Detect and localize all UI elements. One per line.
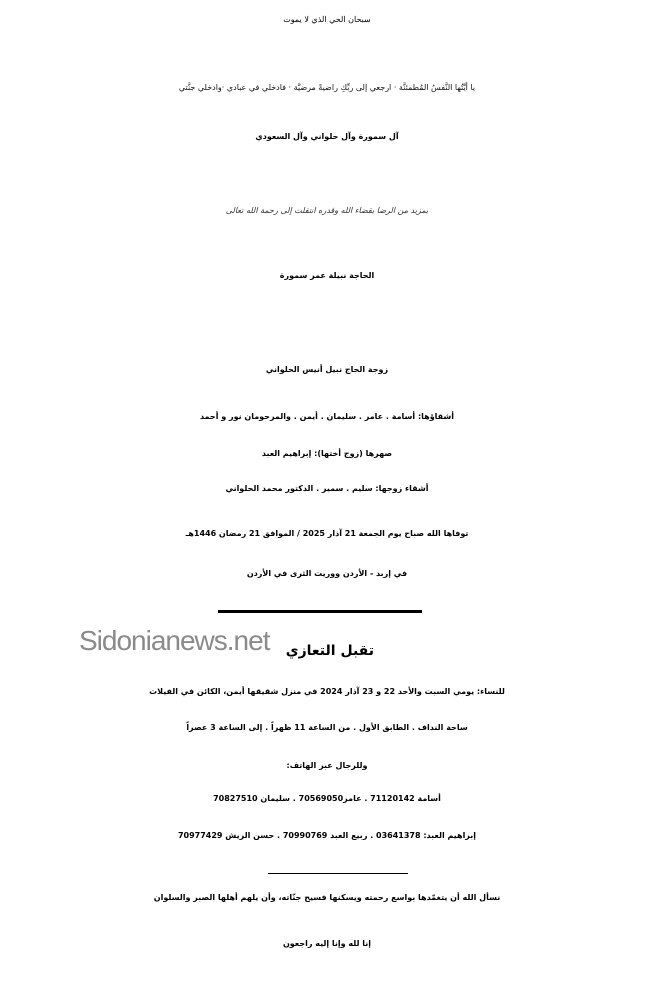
deceased-name: الحاجة نبيلة عمر سمورة [279,271,375,280]
site-watermark: Sidonianews.net [79,625,270,656]
section-divider [218,610,422,613]
husband-siblings-line: أشقاء زوجها: سليم . سمير . الدكتور محمد الحلواني [225,484,429,493]
men-condolences-label: وللرجال عبر الهاتف: [286,761,368,770]
closing-divider [268,873,408,874]
quran-verse: يا أيَّتُها النَّفسُ المُطمئنَّة · ارجعي إلى ربِّكِ راضيةً مرضيَّة · فادخلي في عبادي ·وادخلي جنَّتي [178,83,476,92]
prayer-line: نسأل الله أن يتغمّدها بواسع رحمته ويسكنها فسيح جنّاته، وأن يلهم أهلها الصبر والسلوان [153,893,501,902]
husband-line: زوجة الحاج نبيل أنيس الحلواني [265,365,389,374]
family-names: آل سمورة وآل حلواني وآل السعودي [255,132,399,141]
opening-heading: سبحان الحي الذي لا يموت [283,15,371,24]
condolences-title: تقبل التعازي [285,643,374,659]
siblings-line: أشقاؤها: أسامة . عامر . سليمان . أيمن . والمرحومان نور و أحمد [199,412,455,421]
in-law-line: صهرها (زوج أختها): إبراهيم العبد [261,449,393,458]
intro-text: بمزيد من الرضا بقضاء الله وقدره انتقلت إلى رحمة الله تعالى [225,206,429,215]
burial-place-line: في إربد - الأردن ووريت الثرى في الأردن [246,569,408,578]
phone-numbers-line-2: إبراهيم العبد: 03641378 . ربيع العبد 70990769 . حسن الريش 70977429 [177,831,477,840]
death-date-line: توفاها الله صباح يوم الجمعة 21 آذار 2025 / الموافق 21 رمضان 1446هـ [185,529,469,538]
closing-line: إنا لله وإنا إليه راجعون [282,939,372,948]
women-condolences-line-1: للنساء: يومي السبت والأحد 22 و 23 آذار 2024 في منزل شقيقها أيمن، الكائن في الفيلات [149,687,505,696]
phone-numbers-line-1: أسامة 71120142 . عامر70569050 . سليمان 70827510 [213,794,441,803]
women-condolences-line-2: ساحة النداف . الطابق الأول . من الساعة 11 ظهراً . إلى الساعة 3 عصراً [186,723,468,732]
